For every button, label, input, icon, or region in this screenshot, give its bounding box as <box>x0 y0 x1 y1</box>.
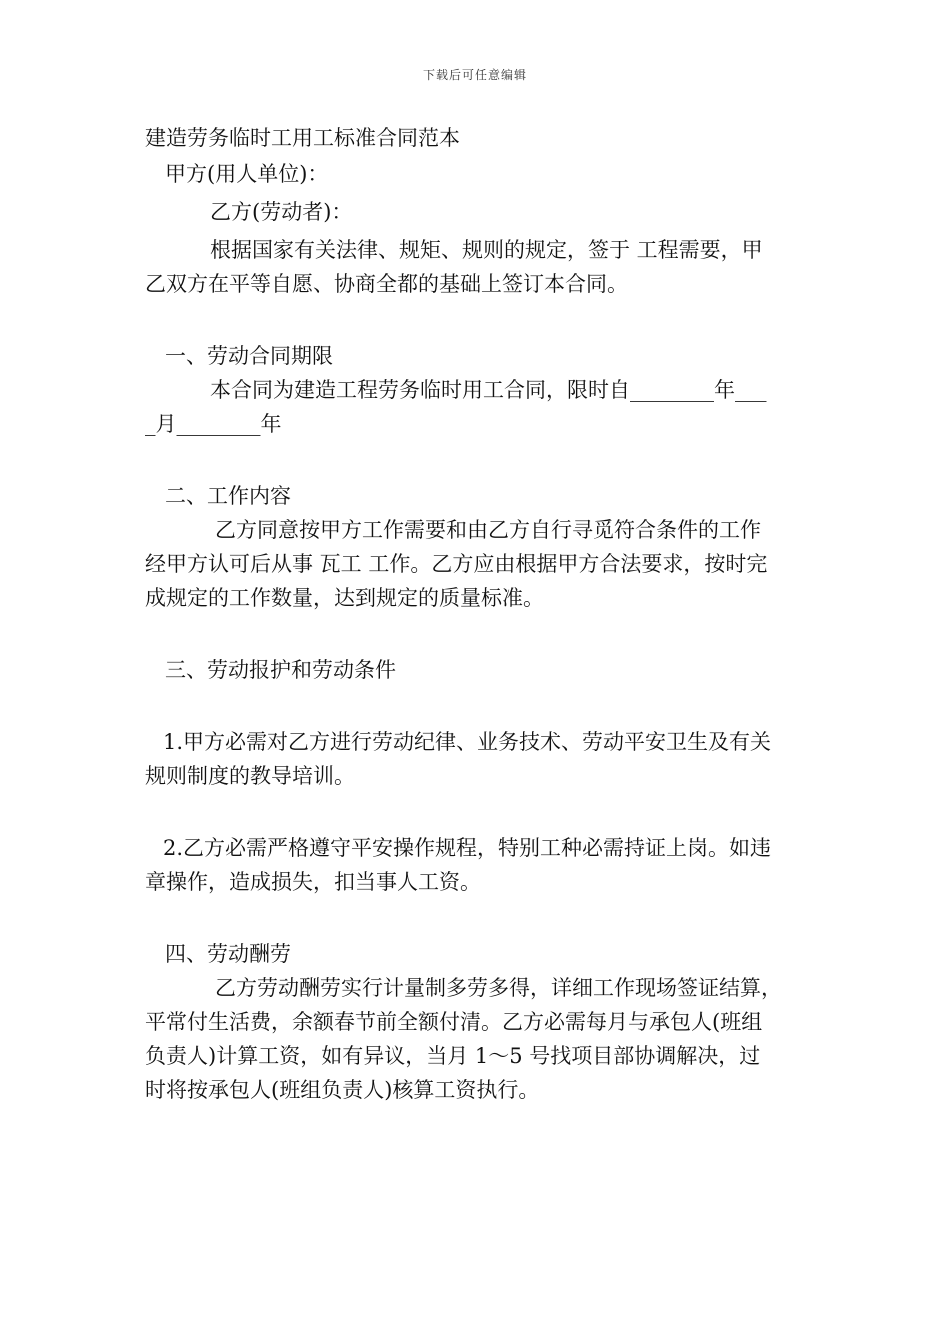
section-2-line-3: 成规定的工作数量，达到规定的质量标准。 <box>145 586 544 610</box>
section-3-item-2-line-1: 2.乙方必需严格遵守平安操作规程，特别工种必需持证上岗。如违 <box>163 836 772 860</box>
section-3-item-2-line-2: 章操作，造成损失，扣当事人工资。 <box>145 870 481 894</box>
section-3-item-2 <box>145 831 810 899</box>
intro-line-1: 根据国家有关法律、规矩、规则的规定，签于 工程需要，甲 <box>210 238 763 262</box>
section-1-paragraph <box>145 373 810 441</box>
party-b-label: 乙方(劳动者)： <box>210 200 353 224</box>
document-title: 建造劳务临时工用工标准合同范本 <box>145 126 460 150</box>
header-note: 下载后可任意编辑 <box>422 68 527 82</box>
intro-paragraph <box>145 233 810 301</box>
section-1-line-2: _月________年 <box>145 412 282 436</box>
section-4-line-1: 乙方劳动酬劳实行计量制多劳多得，详细工作现场签证结算， <box>215 976 782 1000</box>
section-heading-3: 三、劳动报护和劳动条件 <box>165 658 396 682</box>
section-4-line-4: 时将按承包人(班组负责人)核算工资执行。 <box>145 1078 540 1102</box>
section-4-line-3: 负责人)计算工资，如有异议，当月 1～5 号找项目部协调解决，过 <box>145 1044 761 1068</box>
section-2-paragraph <box>145 513 810 615</box>
section-heading-2: 二、工作内容 <box>165 484 291 508</box>
section-heading-1: 一、劳动合同期限 <box>165 344 333 368</box>
party-a-label: 甲方(用人单位)： <box>165 162 329 186</box>
section-1-line-1: 本合同为建造工程劳务临时用工合同，限时自________年___ <box>210 378 767 402</box>
section-3-item-1 <box>145 725 810 793</box>
intro-line-2: 乙双方在平等自愿、协商全都的基础上签订本合同。 <box>145 272 628 296</box>
section-3-item-1-line-1: 1.甲方必需对乙方进行劳动纪律、业务技术、劳动平安卫生及有关 <box>163 730 772 754</box>
section-4-paragraph <box>145 971 810 1107</box>
section-3-item-1-line-2: 规则制度的教导培训。 <box>145 764 355 788</box>
section-4-line-2: 平常付生活费，余额春节前全额付清。乙方必需每月与承包人(班组 <box>145 1010 763 1034</box>
section-2-line-1: 乙方同意按甲方工作需要和由乙方自行寻觅符合条件的工作 <box>215 518 761 542</box>
document-body <box>145 121 810 1107</box>
section-heading-4: 四、劳动酬劳 <box>165 942 291 966</box>
section-2-line-2: 经甲方认可后从事 瓦工 工作。乙方应由根据甲方合法要求，按时完 <box>145 552 768 576</box>
